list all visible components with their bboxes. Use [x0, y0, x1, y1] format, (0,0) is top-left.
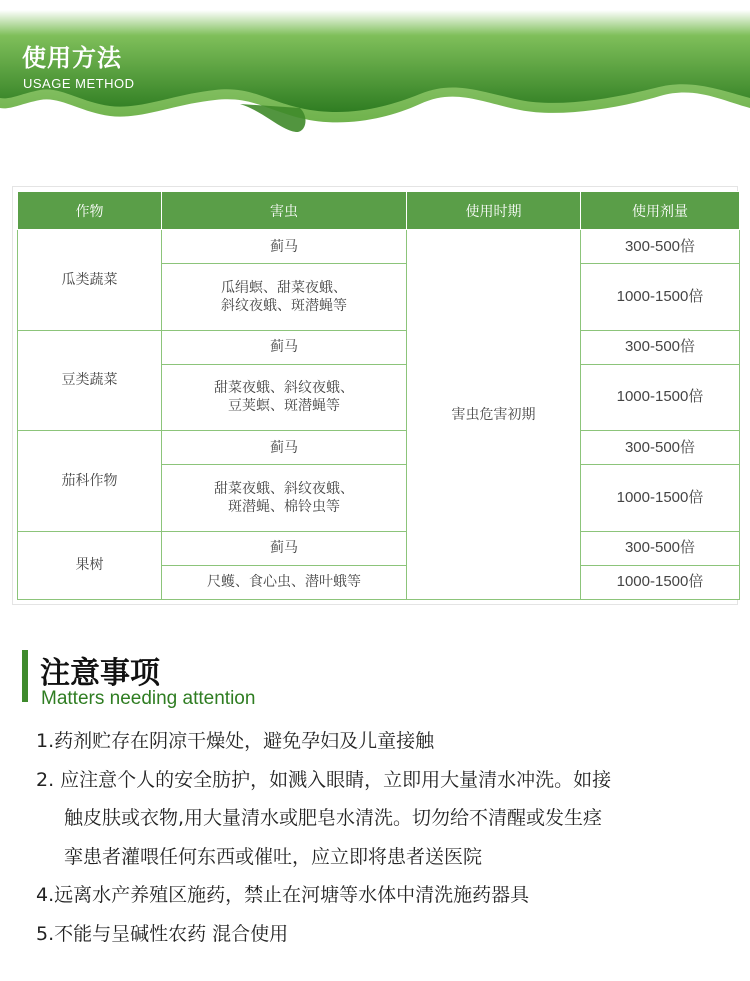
column-header-period: 使用时期	[407, 192, 581, 230]
pest-line: 斜纹夜蛾、斑潜蝇等	[221, 297, 347, 314]
notice-item-continuation: 挛患者灌喂任何东西或催吐，应立即将患者送医院	[64, 845, 483, 868]
column-header-pest: 害虫	[162, 192, 407, 230]
notice-item-continuation: 触皮肤或衣物,用大量清水或肥皂水清洗。切勿给不清醒或发生痉	[64, 807, 603, 829]
column-header-crop: 作物	[18, 192, 162, 230]
crop-cell: 豆类蔬菜	[18, 330, 162, 431]
dose-cell: 300-500倍	[581, 330, 740, 364]
dose-cell: 300-500倍	[581, 431, 740, 465]
notice-accent-bar	[22, 650, 28, 702]
pest-line: 甜菜夜蛾、斜纹夜蛾、	[214, 380, 354, 397]
header-banner	[0, 0, 750, 140]
section-subtitle: USAGE METHOD	[23, 76, 135, 91]
dose-cell: 1000-1500倍	[581, 565, 740, 599]
notice-item: 4.远离水产养殖区施药，禁止在河塘等水体中清洗施药器具	[36, 884, 530, 906]
pest-cell: 蓟马	[162, 531, 407, 565]
notice-list	[36, 722, 736, 953]
crop-cell: 果树	[18, 531, 162, 599]
pest-cell	[162, 465, 407, 531]
pest-cell: 尺蠖、食心虫、潜叶蛾等	[162, 565, 407, 599]
pest-line: 甜菜夜蛾、斜纹夜蛾、	[214, 481, 354, 497]
pest-cell	[162, 364, 407, 430]
table-row	[18, 531, 740, 565]
notice-item: 1.药剂贮存在阴凉干燥处，避免孕妇及儿童接触	[36, 730, 435, 752]
crop-cell: 瓜类蔬菜	[18, 230, 162, 331]
pest-line: 豆荚螟、斑潜蝇等	[228, 398, 340, 415]
pest-cell: 蓟马	[162, 431, 407, 465]
table-row	[18, 230, 740, 264]
notice-title: 注意事项	[40, 656, 160, 691]
dose-cell: 300-500倍	[581, 230, 740, 264]
dose-cell: 300-500倍	[581, 531, 740, 565]
dose-cell: 1000-1500倍	[581, 364, 740, 430]
section-title: 使用方法	[22, 44, 122, 72]
pest-cell: 蓟马	[162, 230, 407, 264]
usage-table-container	[12, 186, 738, 605]
usage-table	[17, 191, 740, 600]
notice-subtitle: Matters needing attention	[41, 688, 256, 709]
column-header-dose: 使用剂量	[581, 192, 740, 230]
table-row	[18, 330, 740, 364]
notice-item: 2. 应注意个人的安全肪护，如溅入眼睛，立即用大量清水冲洗。如接	[36, 768, 612, 791]
table-header-row	[18, 192, 740, 230]
pest-line: 斑潜蝇、棉铃虫等	[228, 499, 340, 515]
pest-cell	[162, 264, 407, 330]
crop-cell: 茄科作物	[18, 431, 162, 532]
period-cell: 害虫危害初期	[407, 230, 581, 600]
pest-line: 瓜绢螟、甜菜夜蛾、	[221, 279, 347, 296]
table-row	[18, 431, 740, 465]
pest-cell: 蓟马	[162, 330, 407, 364]
dose-cell: 1000-1500倍	[581, 465, 740, 531]
dose-cell: 1000-1500倍	[581, 264, 740, 330]
notice-item: 5.不能与呈碱性农药 混合使用	[36, 922, 289, 945]
